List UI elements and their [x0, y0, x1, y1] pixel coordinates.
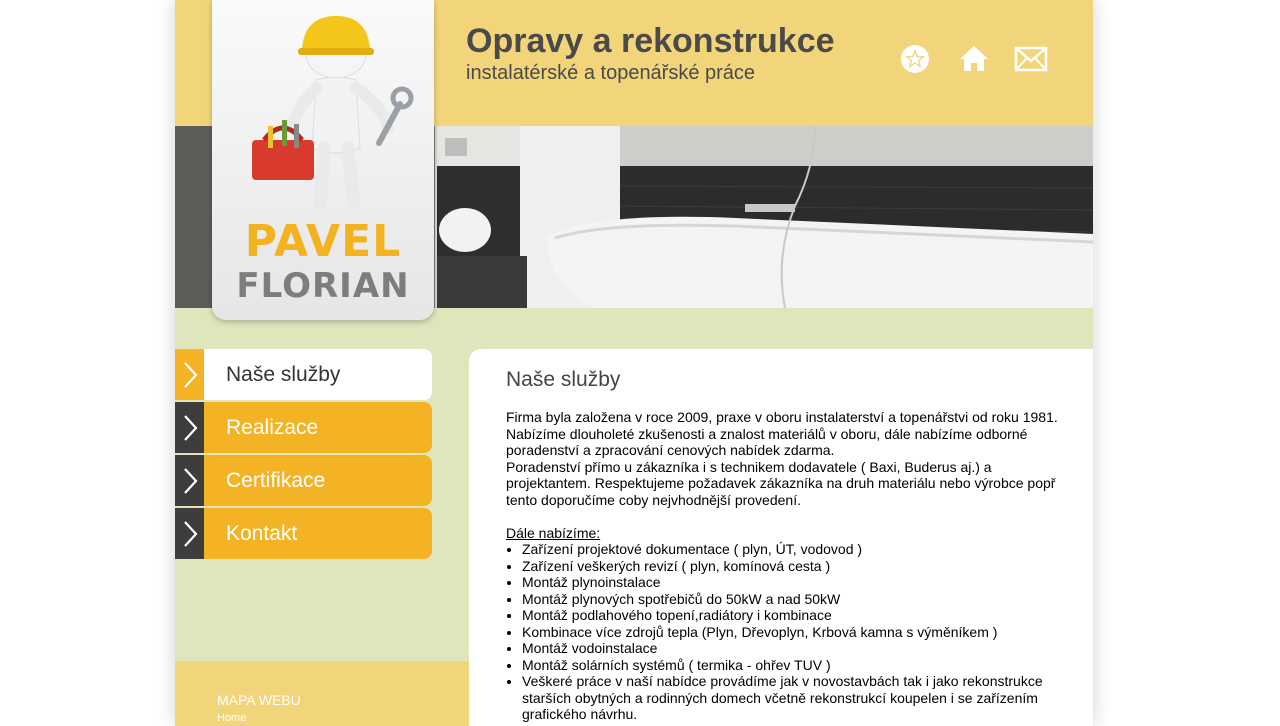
list-item: • Montáž podlahového topení,radiátory i kombinace — [522, 607, 1062, 624]
nav-item-certifikace[interactable] — [175, 455, 432, 506]
nav-item-label: Realizace — [226, 416, 319, 439]
intro-paragraph: Firma byla založena v roce 2009, praxe v oboru instalaterství a topenářstvi od roku 1981. Nabízíme dlouholeté zkušenosti a znalost materiálů v oboru, dále nabízíme odborné poradenství a zpracování cenových nabídek zdarma. — [506, 409, 1058, 458]
logo-text-first-name: PAVEL — [244, 216, 402, 267]
list-item: • Veškeré práce v naší nabídce provádíme jak v novostavbách tak i jako rekonstrukce starších obytných a rodinných domech včetně rekonstrukcí koupelen i se zařízením grafického návrhu. — [522, 673, 1062, 723]
logo[interactable] — [212, 0, 434, 320]
nav-item-label: Naše služby — [226, 363, 341, 386]
footer-sitemap — [175, 661, 469, 726]
sitemap-title: MAPA WEBU — [217, 692, 301, 708]
list-item: • Montáž plynoinstalace — [522, 574, 1062, 591]
services-list — [506, 541, 1062, 723]
list-item: • Zařízení veškerých revizí ( plyn, komínová cesta ) — [522, 558, 1062, 575]
nav-item-label: Kontakt — [226, 522, 298, 545]
home-icon[interactable] — [957, 42, 991, 76]
plumber-mascot-image — [224, 8, 422, 218]
nav-item-label: Certifikace — [226, 469, 326, 492]
consulting-paragraph: Poradenství přímo u zákazníka i s technikem dodavatele ( Baxi, Buderus aj.) a projektantem. Respektujeme požadavek zákazníka na druh materiálu nebo výrobce popř tento doporučíme coby nejvhodnější provedení. — [506, 458, 1056, 508]
mail-icon[interactable] — [1014, 42, 1048, 76]
nav-item-nase-sluzby[interactable] — [175, 349, 432, 400]
nav-item-kontakt[interactable] — [175, 508, 432, 559]
chevron-right-icon — [175, 508, 204, 559]
list-item: • Montáž solárních systémů ( termika - ohřev TUV ) — [522, 657, 1062, 674]
page-title: Naše služby — [506, 368, 621, 391]
page-wrapper — [175, 0, 1093, 726]
services-list-heading: Dále nabízíme: — [506, 524, 601, 541]
logo-text-last-name: FLORIAN — [236, 266, 410, 306]
content-text — [506, 409, 1062, 723]
chevron-right-icon — [175, 402, 204, 453]
list-item: • Montáž vodoinstalace — [522, 640, 1062, 657]
list-item: • Montáž plynových spotřebičů do 50kW a nad 50kW — [522, 591, 1062, 608]
main-content — [469, 349, 1093, 726]
list-item: • Zařízení projektové dokumentace ( plyn, ÚT, vodovod ) — [522, 541, 1062, 558]
chevron-right-icon — [175, 455, 204, 506]
star-icon[interactable] — [898, 42, 932, 76]
main-navigation — [175, 349, 432, 561]
sitemap-link-home[interactable]: Home — [217, 712, 247, 724]
chevron-right-icon — [175, 349, 204, 400]
site-title: Opravy a rekonstrukce — [466, 22, 835, 60]
list-item: • Kombinace více zdrojů tepla (Plyn, Dřevoplyn, Krbová kamna s výměníkem ) — [522, 624, 1062, 641]
nav-item-realizace[interactable] — [175, 402, 432, 453]
site-subtitle: instalatérské a topenářské práce — [466, 62, 756, 84]
spacer — [506, 508, 1062, 525]
